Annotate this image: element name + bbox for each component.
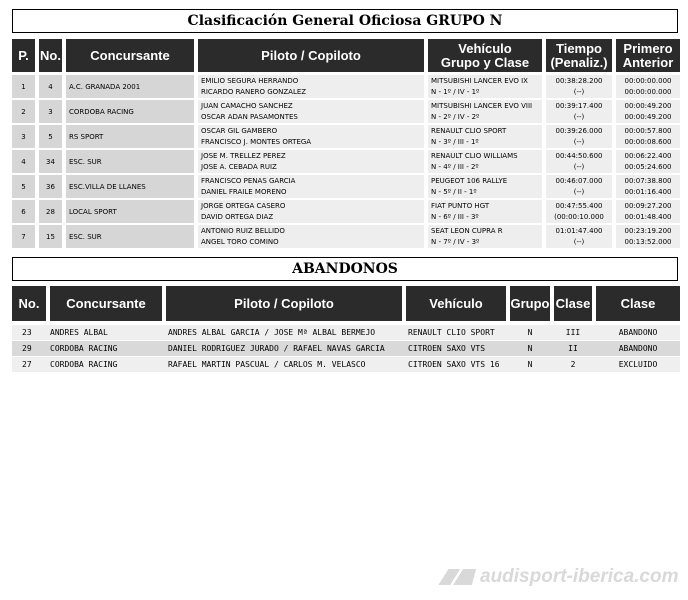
abandono-group: N: [527, 328, 533, 337]
class-row-3-group: N - 3º / III - 1º: [431, 137, 479, 146]
class-row-2-driver: JUAN CAMACHO SANCHEZ: [201, 101, 293, 110]
class-row-7-time: 01:01:47.400: [555, 226, 603, 235]
abandono-class: III: [565, 328, 581, 337]
class-row-6-driver: JORGE ORTEGA CASERO: [201, 201, 286, 210]
header-no: No.: [39, 39, 62, 72]
header-gap-line2: Anterior: [622, 54, 674, 70]
classification-title: [12, 9, 678, 33]
class-row-7-vehicle: [428, 225, 542, 248]
class-row-2-gap: [616, 100, 680, 123]
abandono-car: CITROEN SAXO VTS: [408, 344, 486, 353]
classification-title-text: Clasificación General Oficiosa GRUPO N: [187, 13, 503, 29]
ab-header-entrant: Concursante: [50, 286, 162, 321]
class-row-7-gap: [616, 225, 680, 248]
class-row-5-group: N - 5º / II - 1º: [431, 187, 477, 196]
class-row-1-drivers: [198, 75, 424, 98]
class-row-4-time: 00:44:50.600: [555, 151, 603, 160]
class-row-3-codriver: FRANCISCO J. MONTES ORTEGA: [201, 137, 312, 146]
class-row-5-car: PEUGEOT 106 RALLYE: [431, 176, 508, 185]
class-row-2-car: MITSUBISHI LANCER EVO VIII: [431, 101, 533, 110]
class-row-1-no: 4: [39, 75, 62, 98]
header-gap-line1: Primero: [623, 40, 673, 56]
ab-header-drivers: Piloto / Copiloto: [166, 286, 402, 321]
abandono-group: N: [527, 344, 533, 353]
class-row-3-pen: (--): [573, 137, 585, 146]
abandono-reason: ABANDONO: [618, 344, 658, 353]
class-row-1-group: N - 1º / IV - 1º: [431, 87, 480, 96]
header-gap: [616, 39, 680, 72]
class-row-7-driver: ANTONIO RUIZ BELLIDO: [201, 226, 285, 235]
class-row-3-driver: OSCAR GIL GAMBERO: [201, 126, 278, 135]
class-row-3-entrant: RS SPORT: [66, 125, 194, 148]
class-row-7-drivers: [198, 225, 424, 248]
ab-header-reason: Clase: [596, 286, 680, 321]
class-row-4-first: 00:06:22.400: [624, 151, 672, 160]
class-row-7-time: [546, 225, 612, 248]
class-row-5-driver: FRANCISCO PENAS GARCIA: [201, 176, 296, 185]
abandono-drivers: ANDRES ALBAL GARCIA / JOSE Mª ALBAL BERMEJO: [168, 328, 376, 337]
class-row-5-pen: (--): [573, 187, 585, 196]
logo-stripes-icon: [436, 569, 476, 585]
abandono-class: II: [568, 344, 578, 353]
class-row-5-time: 00:46:07.000: [555, 176, 603, 185]
class-row-3-drivers: [198, 125, 424, 148]
class-row-6-first: 00:09:27.200: [624, 201, 672, 210]
class-row-1-driver: EMILIO SEGURA HERRANDO: [201, 76, 299, 85]
abandono-no: 27: [22, 360, 32, 369]
abandono-drivers: DANIEL RODRIGUEZ JURADO / RAFAEL NAVAS GARCIA: [168, 344, 385, 353]
abandono-row: [12, 357, 680, 372]
abandono-drivers: RAFAEL MARTIN PASCUAL / CARLOS M. VELASCO: [168, 360, 366, 369]
abandono-reason: ABANDONO: [618, 328, 658, 337]
class-row-3-prev: 00:00:08.600: [624, 137, 672, 146]
header-pos: P.: [12, 39, 35, 72]
abandonos-title-text: ABANDONOS: [292, 261, 398, 277]
class-row-4-driver: JOSE M. TRELLEZ PEREZ: [201, 151, 286, 160]
class-row-6-group: N - 6º / III - 3º: [431, 212, 479, 221]
class-row-4-entrant: ESC. SUR: [66, 150, 194, 173]
class-row-5-prev: 00:01:16.400: [624, 187, 672, 196]
class-row-4-pos: 4: [12, 150, 35, 173]
abandono-no: 23: [22, 328, 32, 337]
class-row-3-car: RENAULT CLIO SPORT: [431, 126, 507, 135]
class-row-2-vehicle: [428, 100, 542, 123]
class-row-5-time: [546, 175, 612, 198]
class-row-4-codriver: JOSE A. CEBADA RUIZ: [201, 162, 277, 171]
class-row-3-time: [546, 125, 612, 148]
ab-header-class: Clase: [554, 286, 592, 321]
header-vehicle-line1: Vehículo: [458, 40, 512, 56]
class-row-2-group: N - 2º / IV - 2º: [431, 112, 480, 121]
class-row-5-entrant: ESC.VILLA DE LLANES: [66, 175, 194, 198]
class-row-4-car: RENAULT CLIO WILLIAMS: [431, 151, 518, 160]
header-drivers: Piloto / Copiloto: [198, 39, 424, 72]
abandono-entrant: CORDOBA RACING: [50, 344, 118, 353]
class-row-6-prev: 00:01:48.400: [624, 212, 672, 221]
class-row-2-pen: (--): [573, 112, 585, 121]
class-row-4-gap: [616, 150, 680, 173]
class-row-4-no: 34: [39, 150, 62, 173]
class-row-1-first: 00:00:00.000: [624, 76, 672, 85]
abandono-row: [12, 325, 680, 340]
class-row-1-entrant: A.C. GRANADA 2001: [66, 75, 194, 98]
class-row-7-codriver: ANGEL TORO COMINO: [201, 237, 279, 246]
ab-header-vehicle: Vehículo: [406, 286, 506, 321]
class-row-6-time: [546, 200, 612, 223]
class-row-2-prev: 00:00:49.200: [624, 112, 672, 121]
class-row-4-time: [546, 150, 612, 173]
header-time: [546, 39, 612, 72]
ab-header-group: Grupo: [510, 286, 550, 321]
class-row-5-drivers: [198, 175, 424, 198]
class-row-1-time: [546, 75, 612, 98]
abandono-no: 29: [22, 344, 32, 353]
class-row-2-first: 00:00:49.200: [624, 101, 672, 110]
class-row-6-pos: 6: [12, 200, 35, 223]
class-row-1-car: MITSUBISHI LANCER EVO IX: [431, 76, 528, 85]
class-row-2-entrant: CORDOBA RACING: [66, 100, 194, 123]
class-row-7-no: 15: [39, 225, 62, 248]
class-row-6-vehicle: [428, 200, 542, 223]
class-row-6-drivers: [198, 200, 424, 223]
class-row-3-first: 00:00:57.800: [624, 126, 672, 135]
class-row-4-group: N - 4º / III - 2º: [431, 162, 479, 171]
class-row-3-vehicle: [428, 125, 542, 148]
class-row-2-time: 00:39:17.400: [555, 101, 603, 110]
class-row-7-entrant: ESC. SUR: [66, 225, 194, 248]
class-row-2-time: [546, 100, 612, 123]
class-row-1-vehicle: [428, 75, 542, 98]
abandono-entrant: CORDOBA RACING: [50, 360, 118, 369]
class-row-6-codriver: DAVID ORTEGA DIAZ: [201, 212, 274, 221]
class-row-2-no: 3: [39, 100, 62, 123]
class-row-7-pos: 7: [12, 225, 35, 248]
watermark-logo: [438, 566, 679, 588]
abandono-group: N: [527, 360, 533, 369]
abandono-car: RENAULT CLIO SPORT: [408, 328, 495, 337]
class-row-7-first: 00:23:19.200: [624, 226, 672, 235]
class-row-1-codriver: RICARDO RANERO GONZALEZ: [201, 87, 307, 96]
class-row-7-pen: (--): [573, 237, 585, 246]
abandono-reason: EXCLUIDO: [618, 360, 658, 369]
class-row-5-gap: [616, 175, 680, 198]
header-vehicle-line2: Grupo y Clase: [440, 54, 530, 70]
class-row-2-pos: 2: [12, 100, 35, 123]
abandono-car: CITROEN SAXO VTS 16: [408, 360, 500, 369]
class-row-5-pos: 5: [12, 175, 35, 198]
abandono-row: [12, 341, 680, 356]
abandonos-title: [12, 257, 678, 281]
class-row-6-gap: [616, 200, 680, 223]
class-row-3-gap: [616, 125, 680, 148]
class-row-3-pos: 3: [12, 125, 35, 148]
class-row-1-gap: [616, 75, 680, 98]
class-row-2-drivers: [198, 100, 424, 123]
header-entrant: Concursante: [66, 39, 194, 72]
class-row-6-pen: (00:00:10.000: [554, 212, 604, 221]
class-row-2-codriver: OSCAR ADAN PASAMONTES: [201, 112, 298, 121]
class-row-5-vehicle: [428, 175, 542, 198]
abandono-class: 2: [570, 360, 576, 369]
class-row-4-pen: (--): [573, 162, 585, 171]
watermark-text: audisport-iberica.com: [480, 566, 679, 587]
class-row-5-no: 36: [39, 175, 62, 198]
class-row-4-prev: 00:05:24.600: [624, 162, 672, 171]
class-row-1-pen: (--): [573, 87, 585, 96]
class-row-6-no: 28: [39, 200, 62, 223]
class-row-4-drivers: [198, 150, 424, 173]
class-row-3-no: 5: [39, 125, 62, 148]
class-row-4-vehicle: [428, 150, 542, 173]
header-vehicle: [428, 39, 542, 72]
class-row-1-time: 00:38:28.200: [555, 76, 603, 85]
header-time-line1: Tiempo: [556, 40, 602, 56]
class-row-7-car: SEAT LEON CUPRA R: [431, 226, 503, 235]
abandono-entrant: ANDRES ALBAL: [50, 328, 108, 337]
class-row-1-pos: 1: [12, 75, 35, 98]
class-row-7-prev: 00:13:52.000: [624, 237, 672, 246]
class-row-6-car: FIAT PUNTO HGT: [431, 201, 490, 210]
class-row-5-first: 00:07:38.800: [624, 176, 672, 185]
class-row-6-entrant: LOCAL SPORT: [66, 200, 194, 223]
class-row-1-prev: 00:00:00.000: [624, 87, 672, 96]
class-row-3-time: 00:39:26.000: [555, 126, 603, 135]
class-row-6-time: 00:47:55.400: [555, 201, 603, 210]
class-row-5-codriver: DANIEL FRAILE MORENO: [201, 187, 287, 196]
header-time-line2: (Penaliz.): [550, 54, 608, 70]
ab-header-no: No.: [12, 286, 46, 321]
class-row-7-group: N - 7º / IV - 3º: [431, 237, 480, 246]
